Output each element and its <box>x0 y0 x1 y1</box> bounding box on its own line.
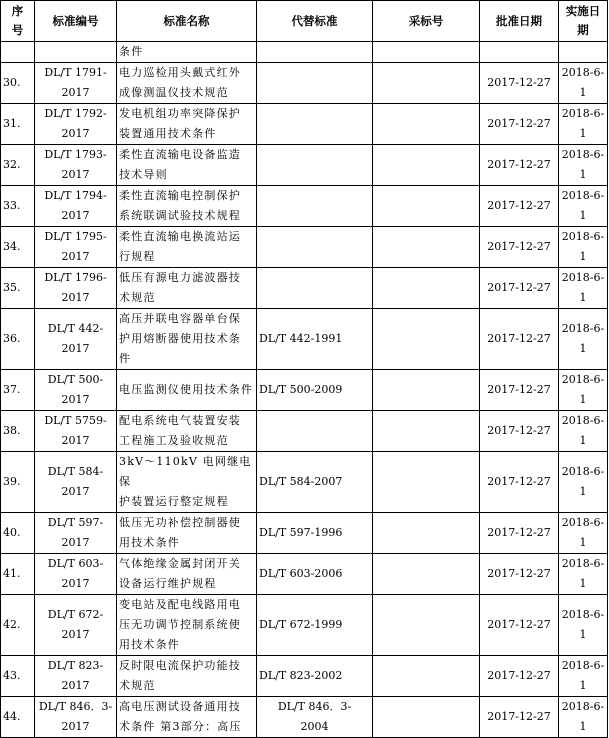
cell-code-line: DL/T 846．3- <box>38 700 113 713</box>
table-row <box>1 370 608 411</box>
cell-seq: 44. <box>1 697 35 738</box>
header-approval: 批准日期 <box>480 1 559 42</box>
cell-adopted <box>373 513 480 554</box>
cell-impl-line: 1 <box>579 720 587 733</box>
cell-replaced-line: 2004 <box>300 720 329 733</box>
cell-name <box>117 227 257 268</box>
cell-code-line: DL/T 1791- <box>44 66 107 79</box>
cell-code <box>35 370 117 411</box>
cell-name-line: 压无功调节控制系统使 <box>119 618 241 631</box>
cell-impl-line: 1 <box>579 209 587 222</box>
cell-seq: 39. <box>1 452 35 513</box>
header-row <box>1 1 608 42</box>
table-row <box>1 104 608 145</box>
cell-impl <box>559 63 608 104</box>
cell-code-line: 2017 <box>61 291 90 304</box>
cell-name <box>117 452 257 513</box>
cell-code <box>35 104 117 145</box>
cell-seq: 32. <box>1 145 35 186</box>
cell-impl-line: 2018-6- <box>561 557 605 570</box>
cell-impl <box>559 554 608 595</box>
cell-name <box>117 309 257 370</box>
cell-approval: 2017-12-27 <box>480 452 559 513</box>
cell-name <box>117 145 257 186</box>
cell-impl <box>559 42 608 63</box>
cell-approval: 2017-12-27 <box>480 145 559 186</box>
cell-name <box>117 697 257 738</box>
cell-adopted <box>373 227 480 268</box>
table-row <box>1 145 608 186</box>
cell-replaced-line: DL/T 500-2009 <box>259 383 343 396</box>
table-row <box>1 186 608 227</box>
cell-code-line: DL/T 603- <box>47 557 104 570</box>
cell-replaced <box>257 309 373 370</box>
cell-name-line: 配电系统电气装置安装 <box>119 414 241 427</box>
table-row <box>1 411 608 452</box>
cell-name <box>117 411 257 452</box>
cell-replaced <box>257 227 373 268</box>
cell-replaced <box>257 656 373 697</box>
cell-adopted <box>373 268 480 309</box>
cell-code-line: 2017 <box>61 434 90 447</box>
cell-adopted <box>373 370 480 411</box>
cell-name <box>117 656 257 697</box>
cell-impl-line: 2018-6- <box>561 107 605 120</box>
cell-code-line: 2017 <box>61 127 90 140</box>
header-seq <box>1 1 35 42</box>
cell-code <box>35 186 117 227</box>
cell-name-line: 设备运行维护规程 <box>119 577 217 590</box>
cell-code <box>35 656 117 697</box>
cell-seq: 37. <box>1 370 35 411</box>
cell-code-line: DL/T 1794- <box>44 189 107 202</box>
cell-name-line: 用技术条件 <box>119 536 180 549</box>
cell-name <box>117 595 257 656</box>
cell-seq: 42. <box>1 595 35 656</box>
cell-code <box>35 595 117 656</box>
cell-code-line: DL/T 823- <box>47 659 104 672</box>
cell-code-line: 2017 <box>61 393 90 406</box>
cell-impl-line: 1 <box>579 250 587 263</box>
cell-adopted <box>373 656 480 697</box>
cell-seq: 38. <box>1 411 35 452</box>
cell-name-line: 柔性直流输电换流站运 <box>119 230 241 243</box>
table-row <box>1 227 608 268</box>
cell-impl <box>559 656 608 697</box>
cell-code-line: 2017 <box>61 536 90 549</box>
cell-name-line: 工程施工及验收规范 <box>119 434 229 447</box>
cell-name-line: 反时限电流保护功能技 <box>119 659 241 672</box>
header-code: 标准编号 <box>35 1 117 42</box>
cell-impl <box>559 186 608 227</box>
cell-seq <box>1 42 35 63</box>
cell-approval: 2017-12-27 <box>480 227 559 268</box>
cell-name-line: 护用熔断器使用技术条 <box>119 332 241 345</box>
cell-seq: 33. <box>1 186 35 227</box>
cell-replaced <box>257 63 373 104</box>
continuation-row <box>1 42 608 63</box>
table-row <box>1 309 608 370</box>
cell-impl-line: 2018-6- <box>561 659 605 672</box>
cell-approval: 2017-12-27 <box>480 595 559 656</box>
cell-code <box>35 268 117 309</box>
cell-replaced <box>257 697 373 738</box>
cell-name <box>117 186 257 227</box>
cell-name <box>117 370 257 411</box>
cell-code <box>35 309 117 370</box>
header-seq-line: 序 <box>11 4 24 18</box>
cell-replaced-line: DL/T 823-2002 <box>259 669 343 682</box>
cell-code-line: 2017 <box>61 209 90 222</box>
cell-code <box>35 452 117 513</box>
cell-name-line: 术条件 第3部分：高压 <box>119 720 242 733</box>
cell-impl-line: 1 <box>579 485 587 498</box>
cell-code-line: DL/T 1792- <box>44 107 107 120</box>
cell-code-line: 2017 <box>61 342 90 355</box>
cell-code-line: DL/T 584- <box>47 465 104 478</box>
cell-adopted <box>373 42 480 63</box>
cell-name-line: 护装置运行整定规程 <box>119 495 229 508</box>
cell-replaced <box>257 370 373 411</box>
cell-name-line: 件 <box>119 352 132 365</box>
cell-approval: 2017-12-27 <box>480 309 559 370</box>
cell-name <box>117 104 257 145</box>
cell-approval: 2017-12-27 <box>480 370 559 411</box>
cell-name-line: 低压有源电力滤波器技 <box>119 271 241 284</box>
cell-replaced-line: DL/T 846．3- <box>277 700 352 713</box>
cell-replaced-line: DL/T 597-1996 <box>259 526 343 539</box>
cell-replaced-line: DL/T 584-2007 <box>259 475 343 488</box>
cell-name-line: 术规范 <box>119 291 156 304</box>
cell-adopted <box>373 186 480 227</box>
cell-replaced <box>257 145 373 186</box>
cell-impl-line: 1 <box>579 86 587 99</box>
cell-seq: 40. <box>1 513 35 554</box>
table-row <box>1 595 608 656</box>
cell-name-line: 变电站及配电线路用电 <box>119 598 241 611</box>
header-name: 标准名称 <box>117 1 257 42</box>
cell-code <box>35 42 117 63</box>
cell-code-line: DL/T 597- <box>47 516 104 529</box>
header-seq-line: 号 <box>11 23 24 37</box>
cell-name-line: 技术导则 <box>119 168 168 181</box>
table-row <box>1 513 608 554</box>
cell-code-line: 2017 <box>61 577 90 590</box>
cell-adopted <box>373 411 480 452</box>
cell-name-line: 发电机组功率突降保护 <box>119 107 241 120</box>
cell-name: 条件 <box>117 42 257 63</box>
cell-impl-line: 1 <box>579 628 587 641</box>
cell-code-line: DL/T 500- <box>47 373 104 386</box>
cell-impl-line: 1 <box>579 577 587 590</box>
cell-adopted <box>373 554 480 595</box>
cell-approval: 2017-12-27 <box>480 104 559 145</box>
cell-name-line: 系统联调试验技术规程 <box>119 209 241 222</box>
cell-impl-line: 1 <box>579 536 587 549</box>
cell-code-line: 2017 <box>61 720 90 733</box>
cell-impl-line: 2018-6- <box>561 465 605 478</box>
cell-impl <box>559 227 608 268</box>
header-replaced: 代替标准 <box>257 1 373 42</box>
cell-impl-line: 1 <box>579 342 587 355</box>
cell-code-line: 2017 <box>61 250 90 263</box>
table-row <box>1 697 608 738</box>
cell-adopted <box>373 63 480 104</box>
cell-name-line: 高电压测试设备通用技 <box>119 700 241 713</box>
cell-impl <box>559 595 608 656</box>
cell-replaced <box>257 186 373 227</box>
cell-adopted <box>373 697 480 738</box>
cell-adopted <box>373 104 480 145</box>
cell-impl-line: 2018-6- <box>561 373 605 386</box>
cell-adopted <box>373 595 480 656</box>
cell-approval: 2017-12-27 <box>480 268 559 309</box>
cell-impl-line: 1 <box>579 393 587 406</box>
cell-replaced <box>257 554 373 595</box>
cell-impl <box>559 697 608 738</box>
cell-code <box>35 227 117 268</box>
cell-replaced <box>257 411 373 452</box>
table-row <box>1 452 608 513</box>
cell-name <box>117 513 257 554</box>
cell-code-line: DL/T 1796- <box>44 271 107 284</box>
cell-seq: 43. <box>1 656 35 697</box>
cell-replaced-line: DL/T 442-1991 <box>259 332 343 345</box>
cell-impl <box>559 309 608 370</box>
cell-name-line: 高压并联电容器单台保 <box>119 312 241 325</box>
cell-replaced-line: DL/T 603-2006 <box>259 567 343 580</box>
cell-replaced <box>257 595 373 656</box>
cell-approval: 2017-12-27 <box>480 63 559 104</box>
cell-impl-line: 2018-6- <box>561 608 605 621</box>
cell-code <box>35 513 117 554</box>
cell-adopted <box>373 309 480 370</box>
cell-impl <box>559 268 608 309</box>
cell-name-line: 电力巡检用头戴式红外 <box>119 66 241 79</box>
cell-approval: 2017-12-27 <box>480 697 559 738</box>
cell-impl-line: 1 <box>579 127 587 140</box>
cell-code-line: 2017 <box>61 168 90 181</box>
cell-seq: 36. <box>1 309 35 370</box>
cell-impl <box>559 370 608 411</box>
cell-impl-line: 2018-6- <box>561 189 605 202</box>
cell-seq: 35. <box>1 268 35 309</box>
cell-name-line: 术规范 <box>119 679 156 692</box>
cell-approval <box>480 42 559 63</box>
cell-impl <box>559 513 608 554</box>
cell-name <box>117 268 257 309</box>
cell-seq: 41. <box>1 554 35 595</box>
header-adopted: 采标号 <box>373 1 480 42</box>
cell-code <box>35 63 117 104</box>
cell-name <box>117 554 257 595</box>
cell-replaced-line: DL/T 672-1999 <box>259 618 343 631</box>
cell-approval: 2017-12-27 <box>480 656 559 697</box>
table-row <box>1 656 608 697</box>
cell-impl <box>559 145 608 186</box>
cell-impl-line: 1 <box>579 434 587 447</box>
cell-code-line: 2017 <box>61 628 90 641</box>
cell-approval: 2017-12-27 <box>480 513 559 554</box>
cell-name-line: 装置通用技术条件 <box>119 127 217 140</box>
cell-replaced <box>257 42 373 63</box>
cell-code-line: DL/T 672- <box>47 608 104 621</box>
cell-impl-line: 2018-6- <box>561 66 605 79</box>
table-row <box>1 268 608 309</box>
cell-impl-line: 1 <box>579 291 587 304</box>
cell-seq: 30. <box>1 63 35 104</box>
header-impl-line: 实施日 <box>565 4 601 18</box>
cell-adopted <box>373 452 480 513</box>
cell-impl <box>559 411 608 452</box>
cell-name-line: 行规程 <box>119 250 156 263</box>
cell-code-line: DL/T 5759- <box>44 414 107 427</box>
cell-name-line: 3kV～110kV 电网继电保 <box>119 455 252 488</box>
cell-code-line: DL/T 1793- <box>44 148 107 161</box>
cell-replaced <box>257 268 373 309</box>
cell-impl-line: 2018-6- <box>561 700 605 713</box>
table-row <box>1 554 608 595</box>
cell-code <box>35 697 117 738</box>
cell-replaced <box>257 513 373 554</box>
cell-code-line: 2017 <box>61 679 90 692</box>
cell-approval: 2017-12-27 <box>480 411 559 452</box>
cell-code <box>35 554 117 595</box>
cell-code-line: 2017 <box>61 86 90 99</box>
cell-adopted <box>373 145 480 186</box>
cell-impl <box>559 104 608 145</box>
cell-impl-line: 2018-6- <box>561 148 605 161</box>
cell-code <box>35 145 117 186</box>
cell-name-line: 气体绝缘金属封闭开关 <box>119 557 241 570</box>
cell-impl-line: 1 <box>579 168 587 181</box>
cell-code-line: 2017 <box>61 485 90 498</box>
cell-name-line: 柔性直流输电控制保护 <box>119 189 241 202</box>
cell-impl-line: 2018-6- <box>561 230 605 243</box>
cell-impl-line: 1 <box>579 679 587 692</box>
cell-impl-line: 2018-6- <box>561 322 605 335</box>
cell-seq: 34. <box>1 227 35 268</box>
cell-impl-line: 2018-6- <box>561 271 605 284</box>
cell-name-line: 用技术条件 <box>119 638 180 651</box>
cell-impl-line: 2018-6- <box>561 414 605 427</box>
cell-approval: 2017-12-27 <box>480 554 559 595</box>
cell-name-line: 柔性直流输电设备监造 <box>119 148 241 161</box>
cell-seq: 31. <box>1 104 35 145</box>
cell-name-line: 成像测温仪技术规范 <box>119 86 229 99</box>
header-impl <box>559 1 608 42</box>
cell-impl-line: 2018-6- <box>561 516 605 529</box>
cell-name <box>117 63 257 104</box>
cell-name-line: 电压监测仪使用技术条件 <box>119 383 254 396</box>
cell-replaced <box>257 452 373 513</box>
header-impl-line: 期 <box>577 23 589 37</box>
cell-approval: 2017-12-27 <box>480 186 559 227</box>
cell-code-line: DL/T 442- <box>47 322 104 335</box>
cell-code <box>35 411 117 452</box>
cell-name-line: 低压无功补偿控制器使 <box>119 516 241 529</box>
cell-impl <box>559 452 608 513</box>
table-row <box>1 63 608 104</box>
cell-code-line: DL/T 1795- <box>44 230 107 243</box>
cell-replaced <box>257 104 373 145</box>
